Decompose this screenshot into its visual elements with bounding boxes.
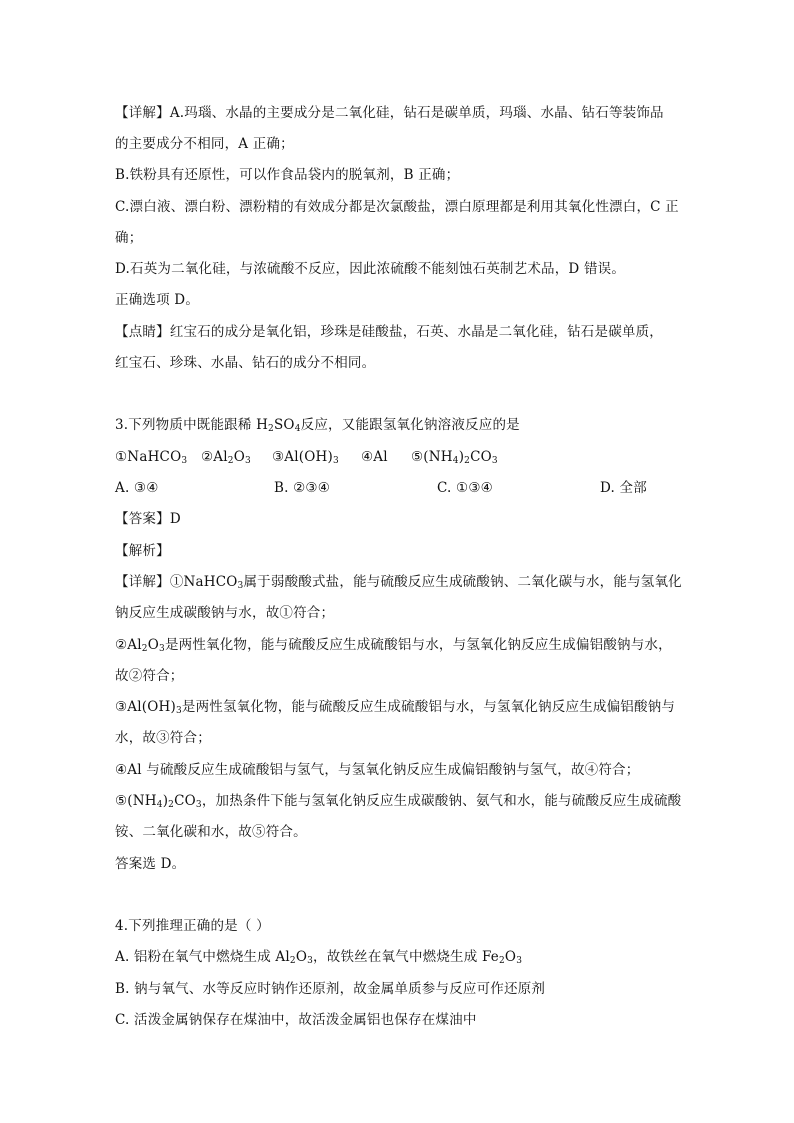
q2-detail-a-text: A.玛瑙、水晶的主要成分是二氧化硅，钻石是碳单质，玛瑙、水晶、钻石等装饰品 bbox=[169, 105, 664, 121]
q2-detail-b: B.铁粉具有还原性，可以作食品袋内的脱氧剂，B 正确； bbox=[115, 167, 460, 183]
q2-detail-c-line2: 确； bbox=[115, 230, 143, 246]
q3-item-5: $⑤(NH_4)_2CO_3$ bbox=[411, 449, 498, 466]
q3-stem bbox=[115, 416, 695, 434]
answer-label: 【答案】 bbox=[115, 511, 170, 527]
q3-detail-2-line1: $②Al_2O_3$是两性氧化物，能与硫酸反应生成硫酸铝与水，与氢氧化钠反应生成偏铝酸钠与水， bbox=[115, 637, 672, 654]
q3-detail-1-line2: 钠反应生成碳酸钠与水，故①符合； bbox=[115, 605, 335, 621]
q3-item-1: ①NaHCO$_3$ bbox=[115, 449, 188, 466]
q3-choice-b: B. ②③④ bbox=[274, 480, 331, 496]
q3-detail-3-line1: $③Al(OH)_3$是两性氢氧化物，能与硫酸反应生成硫酸铝与水，与氢氧化钠反应生成偏铝酸钠与 bbox=[115, 699, 676, 716]
q3-choice-d: D. 全部 bbox=[600, 480, 647, 496]
q4-stem: 4.下列推理正确的是（ ） bbox=[115, 918, 270, 934]
q2-answer: 正确选项 D。 bbox=[115, 292, 200, 308]
q3-stem-sub1: 2 bbox=[268, 424, 274, 434]
q2-detail-a-line2: 的主要成分不相同，A 正确； bbox=[115, 136, 294, 152]
tip-text: 红宝石的成分是氧化铝，珍珠是硅酸盐，石英、水晶是二氧化硅，钻石是碳单质， bbox=[169, 324, 664, 340]
q4-choice-b: B. 钠与氧气、水等反应时钠作还原剂，故金属单质参与反应可作还原剂 bbox=[115, 981, 546, 997]
q4-choice-c: C. 活泼金属钠保存在煤油中，故活泼金属铝也保存在煤油中 bbox=[115, 1012, 477, 1028]
q3-stem-mid: SO bbox=[273, 417, 295, 433]
q3-stem-sub2: 4 bbox=[294, 424, 301, 434]
q3-detail-4: ④Al 与硫酸反应生成硫酸铝与氢气，与氢氧化钠反应生成偏铝酸钠与氢气，故④符合； bbox=[115, 762, 640, 778]
q3-detail-2-line2: 故②符合； bbox=[115, 668, 184, 684]
q3-items bbox=[115, 448, 695, 466]
q4-choice-a: A. 铝粉在氧气中燃烧生成 $Al_2O_3$，故铁丝在氧气中燃烧生成 $Fe_2O_3$ bbox=[115, 949, 523, 966]
q3-detail-3-line2: 水，故③符合； bbox=[115, 730, 211, 746]
q3-item-3: $③Al(OH)_3$ bbox=[272, 449, 339, 466]
q2-detail-a-line1 bbox=[115, 104, 695, 122]
q3-detail-1-line1: 【详解】①NaHCO$_3$属于弱酸酸式盐，能与硫酸反应生成硫酸钠、二氧化碳与水，能与氢氧化 bbox=[115, 574, 682, 591]
q3-stem-suffix: 反应，又能跟氢氧化钠溶液反应的是 bbox=[300, 417, 520, 433]
q2-detail-d: D.石英为二氧化硅，与浓硫酸不反应，因此浓硫酸不能刻蚀石英制艺术品，D 错误。 bbox=[115, 261, 626, 277]
q2-tip-line1 bbox=[115, 323, 695, 341]
q3-detail-5-line1: $⑤(NH_4)_2CO_3$，加热条件下能与氢氧化钠反应生成碳酸钠、氨气和水，能与硫酸反应生成硫酸 bbox=[115, 793, 682, 810]
q3-choice-c: C. ①③④ bbox=[437, 480, 493, 496]
q3-stem-prefix: 3.下列物质中既能跟稀 H bbox=[115, 417, 269, 433]
detail-label: 【详解】 bbox=[115, 105, 170, 121]
tip-label: 【点睛】 bbox=[115, 324, 170, 340]
q3-analysis-label: 【解析】 bbox=[115, 543, 170, 559]
q2-detail-c-line1: C.漂白液、漂白粉、漂粉精的有效成分都是次氯酸盐，漂白原理都是利用其氧化性漂白，C 正 bbox=[115, 199, 679, 215]
detail-label: 【详解】 bbox=[115, 574, 170, 590]
q3-final-answer: 答案选 D。 bbox=[115, 856, 186, 872]
q3-choices bbox=[115, 479, 695, 497]
q3-item-2: $②Al_2O_3$ bbox=[201, 449, 251, 466]
q3-item-4: ④Al bbox=[361, 449, 388, 465]
q3-detail-5-line2: 铵、二氧化碳和水，故⑤符合。 bbox=[115, 824, 307, 840]
answer-value: D bbox=[169, 511, 181, 527]
q2-tip-line2: 红宝石、珍珠、水晶、钻石的成分不相同。 bbox=[115, 355, 376, 371]
q3-answer bbox=[115, 510, 695, 528]
q3-choice-a: A. ③④ bbox=[115, 480, 159, 496]
